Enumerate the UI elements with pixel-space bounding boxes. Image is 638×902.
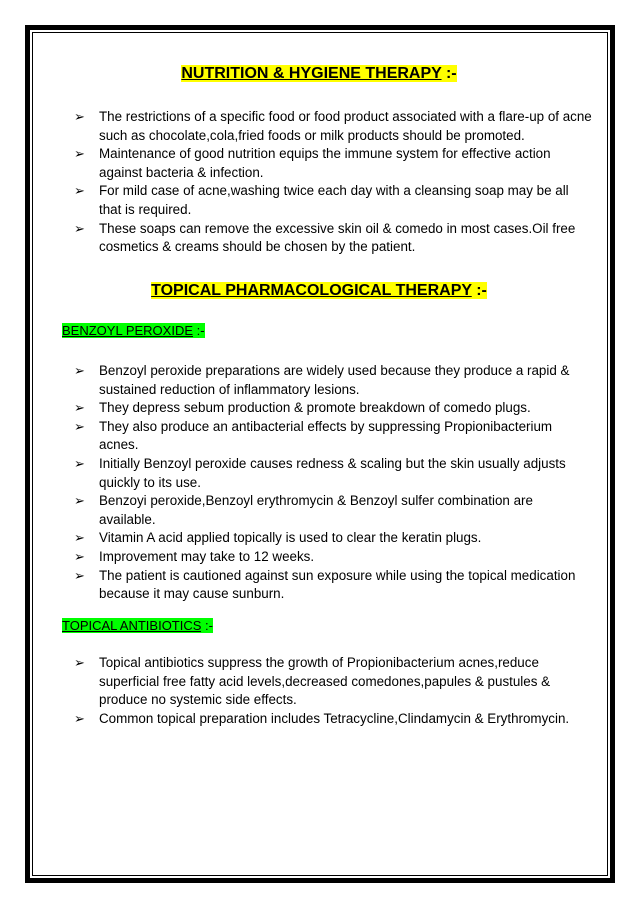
list-item-text: Benzoyl peroxide preparations are widely used because they produce a rapid & sustained reduction of inflammatory lesions. xyxy=(99,363,570,397)
heading-text: NUTRITION & HYGIENE THERAPY xyxy=(181,65,442,82)
list-item-text: They also produce an antibacterial effects by suppressing Propionibacterium acnes. xyxy=(99,418,553,453)
subheading-text: BENZOYL PEROXIDE xyxy=(62,323,193,338)
list-item xyxy=(62,710,592,729)
arrow-bullet-icon: ➢ xyxy=(74,146,85,162)
subheading-text: TOPICAL ANTIBIOTICS xyxy=(62,618,202,633)
arrow-bullet-icon: ➢ xyxy=(74,710,85,726)
subheading-suffix: :- xyxy=(201,618,213,633)
list-item-text: For mild case of acne,washing twice each day with a cleansing soap may be all that is required. xyxy=(99,183,569,217)
arrow-bullet-icon: ➢ xyxy=(74,109,85,124)
benzoyl-bullet-list xyxy=(62,362,592,604)
list-item xyxy=(62,108,592,145)
list-item xyxy=(62,492,592,529)
list-item-text: Vitamin A acid applied topically is used to clear the keratin plugs. xyxy=(99,530,482,546)
arrow-bullet-icon: ➢ xyxy=(74,363,85,378)
list-item-text: Improvement may take to 12 weeks. xyxy=(99,548,315,564)
list-item xyxy=(62,145,592,182)
subheading-benzoyl-peroxide xyxy=(62,323,205,338)
arrow-bullet-icon: ➢ xyxy=(74,418,85,434)
list-item-text: Common topical preparation includes Tetracycline,Clindamycin & Erythromycin. xyxy=(99,710,570,726)
list-item-text: The restrictions of a specific food or food product associated with a flare-up of acne such as chocolate,cola,fried foods or milk products should be promoted. xyxy=(99,109,592,143)
heading-topical-pharmacological xyxy=(0,282,638,300)
list-item xyxy=(62,399,592,418)
list-item-text: They depress sebum production & promote breakdown of comedo plugs. xyxy=(99,400,531,416)
subheading-topical-antibiotics xyxy=(62,618,213,633)
list-item-text: The patient is cautioned against sun exposure while using the topical medication because it may cause sunburn. xyxy=(99,567,576,602)
arrow-bullet-icon: ➢ xyxy=(74,493,85,509)
arrow-bullet-icon: ➢ xyxy=(74,400,85,416)
subheading-suffix: :- xyxy=(193,323,205,338)
list-item-text: Topical antibiotics suppress the growth of Propionibacterium acnes,reduce superficial free fatty acid levels,decreased comedones,papules & pustules & produce no systemic side effects. xyxy=(99,655,551,708)
list-item xyxy=(62,548,592,567)
heading-text: TOPICAL PHARMACOLOGICAL THERAPY xyxy=(151,282,472,299)
list-item-text: Maintenance of good nutrition equips the immune system for effective action against bacteria & infection. xyxy=(99,146,551,180)
antibiotics-bullet-list xyxy=(62,654,592,728)
list-item xyxy=(62,654,592,710)
list-item xyxy=(62,220,592,257)
arrow-bullet-icon: ➢ xyxy=(74,567,85,583)
list-item xyxy=(62,182,592,219)
arrow-bullet-icon: ➢ xyxy=(74,655,85,670)
arrow-bullet-icon: ➢ xyxy=(74,183,85,199)
heading-suffix: :- xyxy=(441,65,457,82)
arrow-bullet-icon: ➢ xyxy=(74,220,85,236)
arrow-bullet-icon: ➢ xyxy=(74,530,85,546)
arrow-bullet-icon: ➢ xyxy=(74,548,85,564)
list-item-text: Initially Benzoyl peroxide causes redness & scaling but the skin usually adjusts quickly to its use. xyxy=(99,455,566,490)
list-item xyxy=(62,567,592,604)
list-item-text: Benzoyi peroxide,Benzoyl erythromycin & Benzoyl sulfer combination are available. xyxy=(99,493,533,527)
heading-suffix: :- xyxy=(471,282,487,299)
arrow-bullet-icon: ➢ xyxy=(74,455,85,471)
list-item xyxy=(62,362,592,399)
list-item xyxy=(62,418,592,455)
list-item-text: These soaps can remove the excessive skin oil & comedo in most cases.Oil free cosmetics & creams should be chosen by the patient. xyxy=(99,220,576,255)
nutrition-bullet-list xyxy=(62,108,592,257)
heading-nutrition-hygiene xyxy=(0,65,638,83)
list-item xyxy=(62,455,592,492)
list-item xyxy=(62,529,592,548)
